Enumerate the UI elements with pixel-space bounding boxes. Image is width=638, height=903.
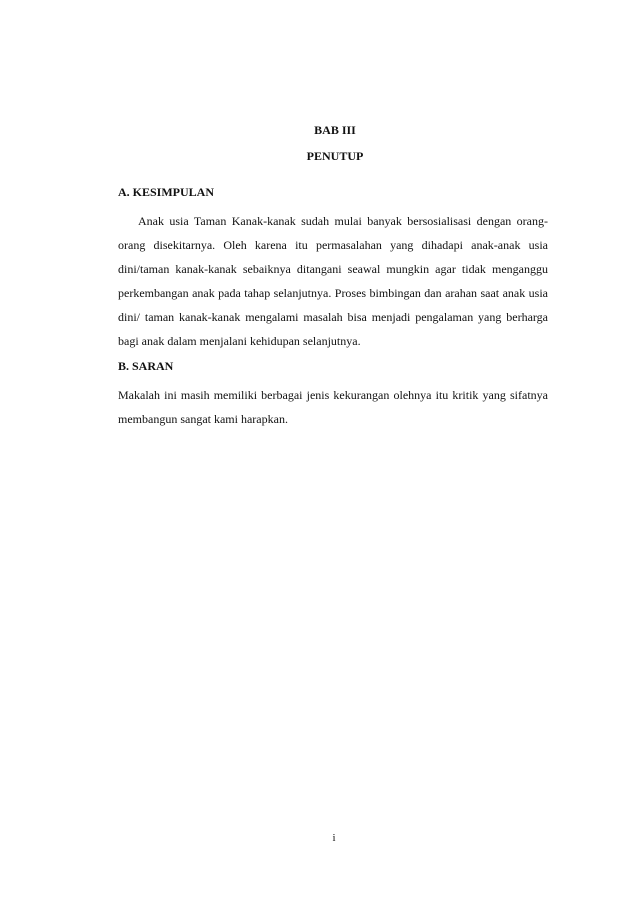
chapter-number: BAB III <box>314 123 356 137</box>
section-kesimpulan <box>118 181 548 353</box>
section-heading-saran: B. SARAN <box>118 359 174 373</box>
chapter-title: PENUTUP <box>306 149 364 163</box>
section-heading-kesimpulan: A. KESIMPULAN <box>118 185 215 199</box>
section-body-kesimpulan: Anak usia Taman Kanak-kanak sudah mulai banyak bersosialisasi dengan orang- orang disekitarnya. Oleh karena itu permasalahan yang dihadapi anak-anak usia dini/taman kanak-kanak sebaiknya ditangani seawal mungkin agar tidak menganggu perkembangan anak pada tahap selanjutnya. Proses bimbingan dan arahan saat anak usia dini/ taman kanak-kanak mengalami masalah bisa menjadi pengalaman yang berharga bagi anak dalam menjalani kehidupan selanjutnya. <box>118 214 548 348</box>
page-number: i <box>332 832 336 844</box>
section-saran <box>118 355 548 431</box>
section-body-saran: Makalah ini masih memiliki berbagai jenis kekurangan olehnya itu kritik yang sifatnya membangun sangat kami harapkan. <box>118 388 548 426</box>
